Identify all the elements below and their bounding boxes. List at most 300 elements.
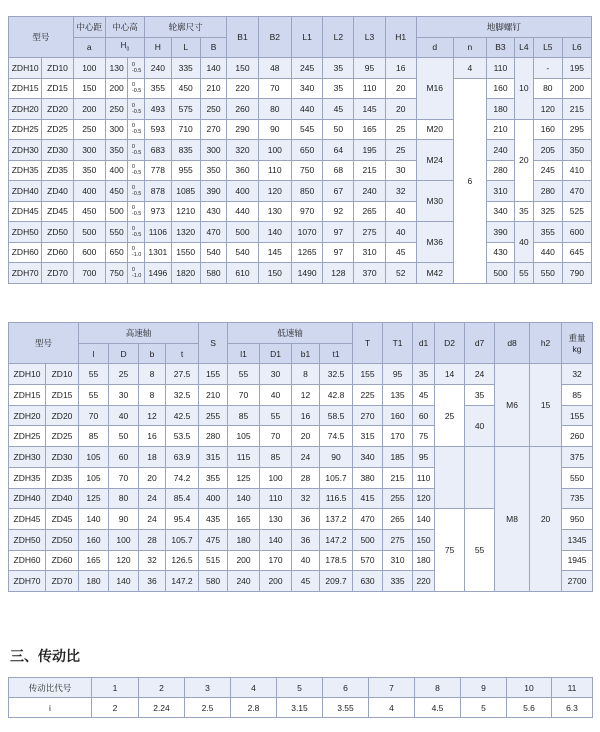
d-cell: 50 <box>109 426 139 447</box>
tolerance-cell: 0 -0.5 <box>128 58 145 79</box>
t1-cell: 209.7 <box>320 571 353 592</box>
d1-cell: 170 <box>260 550 292 571</box>
d-cell: 120 <box>109 550 139 571</box>
tolerance-cell: 0 -0.5 <box>128 140 145 161</box>
l1-cell: 850 <box>292 181 323 202</box>
model-zdh-cell: ZDH25 <box>9 119 42 140</box>
dd1-cell: 110 <box>413 467 435 488</box>
s-cell: 355 <box>199 467 228 488</box>
a-cell: 350 <box>73 160 105 181</box>
l6-cell: 195 <box>562 58 591 79</box>
d7-cell: 24 <box>465 364 495 385</box>
n-cell: 6 <box>453 78 486 283</box>
model-zd-cell: ZD35 <box>42 160 73 181</box>
l-cell: 165 <box>79 550 109 571</box>
hh-cell: 40 <box>385 222 416 243</box>
t-cell: 126.5 <box>166 550 199 571</box>
tolerance-cell: 0 -0.5 <box>128 119 145 140</box>
T-cell: 155 <box>353 364 383 385</box>
h0-cell: 400 <box>105 160 127 181</box>
header-d8: d8 <box>495 323 530 364</box>
s-cell: 280 <box>199 426 228 447</box>
b-cell: 250 <box>200 99 227 120</box>
table-row <box>9 160 592 181</box>
ratio-label: i <box>9 698 92 718</box>
l2-cell: 97 <box>323 222 354 243</box>
d1-cell: 85 <box>260 447 292 468</box>
b3-cell: 500 <box>487 263 515 284</box>
h-cell: 1106 <box>144 222 171 243</box>
h-cell: 1301 <box>144 242 171 263</box>
header-l2: L2 <box>323 17 354 58</box>
l5-cell: 325 <box>533 201 562 222</box>
l1-cell: 200 <box>228 550 260 571</box>
h-cell: 683 <box>144 140 171 161</box>
a-cell: 100 <box>73 58 105 79</box>
hh-cell: 25 <box>385 119 416 140</box>
b-cell: 300 <box>200 140 227 161</box>
l2-cell: 64 <box>323 140 354 161</box>
l-cell: 1210 <box>171 201 200 222</box>
T-cell: 630 <box>353 571 383 592</box>
T1-cell: 215 <box>383 467 413 488</box>
h0-cell: 650 <box>105 242 127 263</box>
d-cell: 140 <box>109 571 139 592</box>
model-zd-cell: ZD30 <box>46 447 79 468</box>
table-row <box>9 364 593 385</box>
header-b: b <box>139 343 166 364</box>
l4-cell: 35 <box>514 201 533 222</box>
table-row <box>9 201 592 222</box>
header-h2: h2 <box>530 323 562 364</box>
d1-cell: 40 <box>260 385 292 406</box>
hh-cell: 32 <box>385 181 416 202</box>
l2-cell: 97 <box>323 242 354 263</box>
model-zd-cell: ZD50 <box>42 222 73 243</box>
model-zdh-cell: ZDH40 <box>9 181 42 202</box>
h0-cell: 450 <box>105 181 127 202</box>
l6-cell: 525 <box>562 201 591 222</box>
t1-cell: 116.5 <box>320 488 353 509</box>
b-cell: 16 <box>139 426 166 447</box>
model-zd-cell: ZD40 <box>42 181 73 202</box>
h0-cell: 550 <box>105 222 127 243</box>
t1-cell: 178.5 <box>320 550 353 571</box>
s-cell: 255 <box>199 405 228 426</box>
model-zd-cell: ZD15 <box>46 385 79 406</box>
header-s: S <box>199 323 228 364</box>
b2-cell: 130 <box>258 201 291 222</box>
a-cell: 700 <box>73 263 105 284</box>
dd1-cell: 35 <box>413 364 435 385</box>
table-row <box>9 222 592 243</box>
header-l5: L5 <box>533 37 562 58</box>
b3-cell: 160 <box>487 78 515 99</box>
tolerance-cell: 0 -0.5 <box>128 201 145 222</box>
l-cell: 105 <box>79 467 109 488</box>
t1-cell: 105.7 <box>320 467 353 488</box>
header-a: a <box>73 37 105 58</box>
l6-cell: 350 <box>562 140 591 161</box>
b-cell: 28 <box>139 529 166 550</box>
l4-cell: 40 <box>514 222 533 263</box>
h-cell: 240 <box>144 58 171 79</box>
l-cell: 85 <box>79 426 109 447</box>
header-h: H <box>144 37 171 58</box>
s-cell: 400 <box>199 488 228 509</box>
header-n: n <box>453 37 486 58</box>
h0-cell: 750 <box>105 263 127 284</box>
t-cell: 74.2 <box>166 467 199 488</box>
header-b: B <box>200 37 227 58</box>
ratio-value-cell: 2.24 <box>139 698 185 718</box>
b2-cell: 110 <box>258 160 291 181</box>
header-b1: B1 <box>227 17 258 58</box>
l3-cell: 310 <box>354 242 385 263</box>
l3-cell: 165 <box>354 119 385 140</box>
l-cell: 335 <box>171 58 200 79</box>
weight-cell: 155 <box>562 405 593 426</box>
b1-cell: 16 <box>292 405 320 426</box>
d1-cell: 140 <box>260 529 292 550</box>
model-zdh-cell: ZDH60 <box>9 550 46 571</box>
d8-cell: M6 <box>495 364 530 447</box>
header-l1: L1 <box>292 17 323 58</box>
header-l: L <box>171 37 200 58</box>
b1-cell: 45 <box>292 571 320 592</box>
s-cell: 475 <box>199 529 228 550</box>
l1-cell: 340 <box>292 78 323 99</box>
t-cell: 85.4 <box>166 488 199 509</box>
d-cell: M36 <box>416 222 453 263</box>
a-cell: 250 <box>73 119 105 140</box>
hh-cell: 40 <box>385 201 416 222</box>
t1-cell: 74.5 <box>320 426 353 447</box>
ratio-value-cell: 5 <box>461 698 507 718</box>
d7-cell <box>465 447 495 509</box>
tolerance-cell: 0 -0.5 <box>128 181 145 202</box>
header-l3: L3 <box>354 17 385 58</box>
b3-cell: 180 <box>487 99 515 120</box>
b3-cell: 240 <box>487 140 515 161</box>
d-cell: 60 <box>109 447 139 468</box>
d1-cell: 55 <box>260 405 292 426</box>
a-cell: 300 <box>73 140 105 161</box>
l3-cell: 275 <box>354 222 385 243</box>
model-zdh-cell: ZDH40 <box>9 488 46 509</box>
T-cell: 470 <box>353 509 383 530</box>
header-anchor-bolt: 地脚螺钉 <box>416 17 591 38</box>
model-zdh-cell: ZDH60 <box>9 242 42 263</box>
l-cell: 160 <box>79 529 109 550</box>
header-D1: D1 <box>260 343 292 364</box>
l3-cell: 215 <box>354 160 385 181</box>
table-row <box>9 140 592 161</box>
weight-cell: 950 <box>562 509 593 530</box>
weight-cell: 85 <box>562 385 593 406</box>
h-cell: 593 <box>144 119 171 140</box>
table-row <box>9 78 592 99</box>
s-cell: 580 <box>199 571 228 592</box>
l4-cell: 10 <box>514 58 533 120</box>
l-cell: 140 <box>79 509 109 530</box>
header-outline-size: 轮廓尺寸 <box>144 17 226 38</box>
l3-cell: 195 <box>354 140 385 161</box>
d-cell: 100 <box>109 529 139 550</box>
b3-cell: 430 <box>487 242 515 263</box>
b-cell: 24 <box>139 509 166 530</box>
l6-cell: 470 <box>562 181 591 202</box>
b-cell: 24 <box>139 488 166 509</box>
l1-cell: 545 <box>292 119 323 140</box>
b1-cell: 260 <box>227 99 258 120</box>
l1-cell: 970 <box>292 201 323 222</box>
hh-cell: 16 <box>385 58 416 79</box>
model-zdh-cell: ZDH30 <box>9 140 42 161</box>
T1-cell: 310 <box>383 550 413 571</box>
l2-cell: 35 <box>323 78 354 99</box>
h0-cell: 350 <box>105 140 127 161</box>
b-cell: 20 <box>139 467 166 488</box>
ratio-code-cell: 6 <box>323 678 369 698</box>
table-row <box>9 119 592 140</box>
h0-cell: 130 <box>105 58 127 79</box>
b3-cell: 390 <box>487 222 515 243</box>
b-cell: 580 <box>200 263 227 284</box>
l-cell: 55 <box>79 364 109 385</box>
l6-cell: 645 <box>562 242 591 263</box>
model-zd-cell: ZD35 <box>46 467 79 488</box>
ratio-value-cell: 3.55 <box>323 698 369 718</box>
header-l6: L6 <box>562 37 591 58</box>
model-zdh-cell: ZDH70 <box>9 571 46 592</box>
b-cell: 390 <box>200 181 227 202</box>
l5-cell: 120 <box>533 99 562 120</box>
l2-cell: 45 <box>323 99 354 120</box>
b-cell: 32 <box>139 550 166 571</box>
model-zd-cell: ZD30 <box>42 140 73 161</box>
t1-cell: 58.5 <box>320 405 353 426</box>
a-cell: 450 <box>73 201 105 222</box>
l3-cell: 240 <box>354 181 385 202</box>
h2-cell: 15 <box>530 364 562 447</box>
l5-cell: - <box>533 58 562 79</box>
l-cell: 1820 <box>171 263 200 284</box>
header-l4: L4 <box>514 37 533 58</box>
l6-cell: 410 <box>562 160 591 181</box>
weight-cell: 1945 <box>562 550 593 571</box>
header-t-small: t <box>166 343 199 364</box>
h-cell: 878 <box>144 181 171 202</box>
model-zdh-cell: ZDH15 <box>9 78 42 99</box>
header-l1: l1 <box>228 343 260 364</box>
l-cell: 180 <box>79 571 109 592</box>
d-cell: 30 <box>109 385 139 406</box>
T-cell: 340 <box>353 447 383 468</box>
l-cell: 125 <box>79 488 109 509</box>
b2-cell: 100 <box>258 140 291 161</box>
l-cell: 1320 <box>171 222 200 243</box>
l2-cell: 50 <box>323 119 354 140</box>
l1-cell: 105 <box>228 426 260 447</box>
t-cell: 53.5 <box>166 426 199 447</box>
weight-cell: 550 <box>562 467 593 488</box>
dd1-cell: 95 <box>413 447 435 468</box>
T1-cell: 185 <box>383 447 413 468</box>
ratio-code-cell: 9 <box>461 678 507 698</box>
ratio-code-label: 传动比代号 <box>9 678 92 698</box>
dd1-cell: 75 <box>413 426 435 447</box>
t1-cell: 90 <box>320 447 353 468</box>
t1-cell: 42.8 <box>320 385 353 406</box>
header-center-distance: 中心距 <box>73 17 105 38</box>
model-zd-cell: ZD45 <box>46 509 79 530</box>
a-cell: 150 <box>73 78 105 99</box>
h0-cell: 300 <box>105 119 127 140</box>
d-cell: M20 <box>416 119 453 140</box>
d1-cell: 30 <box>260 364 292 385</box>
header-l: l <box>79 343 109 364</box>
b2-cell: 140 <box>258 222 291 243</box>
d-cell: 25 <box>109 364 139 385</box>
t-cell: 95.4 <box>166 509 199 530</box>
model-zd-cell: ZD25 <box>46 426 79 447</box>
l5-cell: 355 <box>533 222 562 243</box>
h-cell: 1496 <box>144 263 171 284</box>
ratio-value-cell: 6.3 <box>552 698 593 718</box>
b1-cell: 28 <box>292 467 320 488</box>
ratio-code-cell: 7 <box>369 678 415 698</box>
b-cell: 8 <box>139 385 166 406</box>
b1-cell: 20 <box>292 426 320 447</box>
d1-cell: 100 <box>260 467 292 488</box>
weight-cell: 735 <box>562 488 593 509</box>
l-cell: 955 <box>171 160 200 181</box>
b3-cell: 280 <box>487 160 515 181</box>
model-zd-cell: ZD50 <box>46 529 79 550</box>
T-cell: 380 <box>353 467 383 488</box>
l1-cell: 115 <box>228 447 260 468</box>
l6-cell: 295 <box>562 119 591 140</box>
l3-cell: 95 <box>354 58 385 79</box>
b1-cell: 360 <box>227 160 258 181</box>
b1-cell: 500 <box>227 222 258 243</box>
ratio-value-cell: 5.6 <box>507 698 552 718</box>
b1-cell: 36 <box>292 529 320 550</box>
l-cell: 55 <box>79 385 109 406</box>
shaft-table <box>8 322 593 592</box>
weight-cell: 260 <box>562 426 593 447</box>
l-cell: 835 <box>171 140 200 161</box>
ratio-code-cell: 3 <box>185 678 231 698</box>
weight-cell: 2700 <box>562 571 593 592</box>
l1-cell: 245 <box>292 58 323 79</box>
d-cell: M42 <box>416 263 453 284</box>
b-cell: 12 <box>139 405 166 426</box>
d-cell: M30 <box>416 181 453 222</box>
d2-cell <box>435 447 465 509</box>
t1-cell: 32.5 <box>320 364 353 385</box>
l3-cell: 145 <box>354 99 385 120</box>
l1-cell: 440 <box>292 99 323 120</box>
model-zdh-cell: ZDH35 <box>9 467 46 488</box>
weight-cell: 32 <box>562 364 593 385</box>
dd1-cell: 220 <box>413 571 435 592</box>
b-cell: 350 <box>200 160 227 181</box>
header-t1-small: t1 <box>320 343 353 364</box>
tolerance-cell: 0 -0.5 <box>128 99 145 120</box>
b1-cell: 40 <box>292 550 320 571</box>
l3-cell: 265 <box>354 201 385 222</box>
b1-cell: 400 <box>227 181 258 202</box>
table-row <box>9 447 593 468</box>
b-cell: 8 <box>139 364 166 385</box>
ratio-value-cell: 2.8 <box>231 698 277 718</box>
header-b3: B3 <box>487 37 515 58</box>
h0-cell: 250 <box>105 99 127 120</box>
d2-cell: 75 <box>435 509 465 592</box>
t-cell: 32.5 <box>166 385 199 406</box>
b1-cell: 440 <box>227 201 258 222</box>
l2-cell: 35 <box>323 58 354 79</box>
header-t1: T1 <box>383 323 413 364</box>
l4-cell: 55 <box>514 263 533 284</box>
ratio-code-cell: 2 <box>139 678 185 698</box>
l5-cell: 245 <box>533 160 562 181</box>
d1-cell: 110 <box>260 488 292 509</box>
d7-cell: 35 <box>465 385 495 406</box>
tolerance-cell: 0 -0.5 <box>128 160 145 181</box>
tolerance-cell: 0 -0.5 <box>128 78 145 99</box>
d7-cell: 40 <box>465 405 495 446</box>
l1-cell: 750 <box>292 160 323 181</box>
ratio-value-cell: 4 <box>369 698 415 718</box>
b1-cell: 220 <box>227 78 258 99</box>
d-cell: 90 <box>109 509 139 530</box>
l5-cell: 80 <box>533 78 562 99</box>
t1-cell: 137.2 <box>320 509 353 530</box>
a-cell: 600 <box>73 242 105 263</box>
b1-cell: 290 <box>227 119 258 140</box>
t1-cell: 147.2 <box>320 529 353 550</box>
h-cell: 355 <box>144 78 171 99</box>
header-D: D <box>109 343 139 364</box>
l1-cell: 240 <box>228 571 260 592</box>
l1-cell: 1070 <box>292 222 323 243</box>
model-zd-cell: ZD60 <box>42 242 73 263</box>
header-d2: D2 <box>435 323 465 364</box>
hh-cell: 45 <box>385 242 416 263</box>
l5-cell: 280 <box>533 181 562 202</box>
header-high-speed-shaft: 高速轴 <box>79 323 199 344</box>
b1-cell: 320 <box>227 140 258 161</box>
l-cell: 1550 <box>171 242 200 263</box>
model-zd-cell: ZD60 <box>46 550 79 571</box>
T-cell: 225 <box>353 385 383 406</box>
b3-cell: 110 <box>487 58 515 79</box>
h-cell: 778 <box>144 160 171 181</box>
a-cell: 200 <box>73 99 105 120</box>
model-zdh-cell: ZDH10 <box>9 58 42 79</box>
b2-cell: 70 <box>258 78 291 99</box>
b-cell: 470 <box>200 222 227 243</box>
b1-cell: 540 <box>227 242 258 263</box>
b1-cell: 610 <box>227 263 258 284</box>
ratio-code-cell: 11 <box>552 678 593 698</box>
model-zdh-cell: ZDH30 <box>9 447 46 468</box>
T-cell: 270 <box>353 405 383 426</box>
header-model: 型号 <box>9 17 74 58</box>
